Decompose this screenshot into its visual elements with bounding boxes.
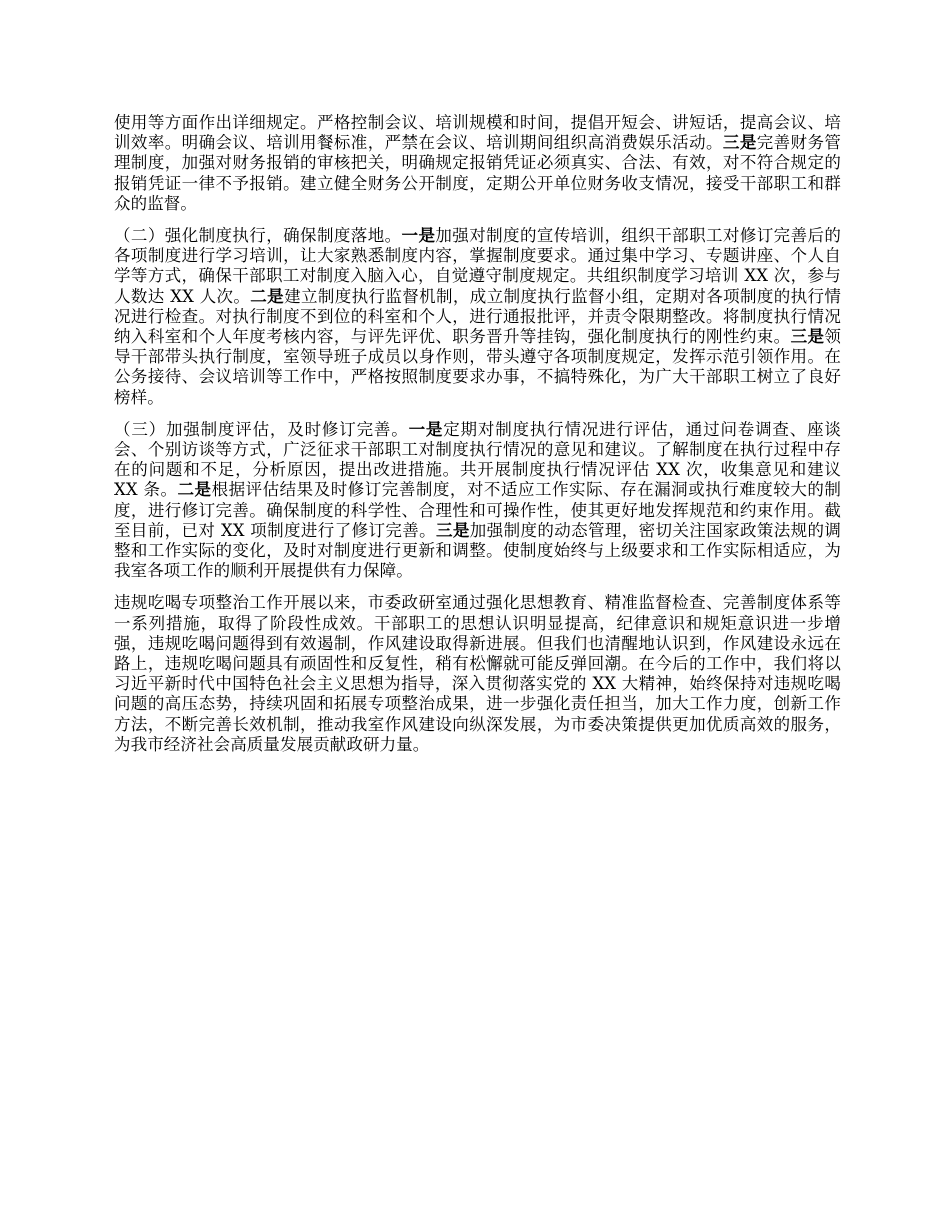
document-page — [114, 113, 841, 767]
bold-marker-san-shi: 三是 — [722, 133, 757, 153]
bold-marker-er-shi: 二是 — [177, 480, 212, 500]
bold-marker-san-shi: 三是 — [790, 327, 825, 347]
bold-marker-yi-shi: 一是 — [408, 419, 444, 439]
paragraph-section-2 — [114, 226, 841, 408]
text-segment: 建立制度执行监督机制，成立制度执行监督小组，定期对各项制度的执行情况进行检查。对执行制度不到位的科室和个人，进行通报批评，并责令限期整改。将制度执行情况纳入科室和个人年度考核内容，与评先评优、职务晋升等挂钩，强化制度执行的刚性约束。 — [114, 286, 842, 347]
bold-marker-yi-shi: 一是 — [401, 226, 436, 246]
text-segment: 使用等方面作出详细规定。严格控制会议、培训规模和时间，提倡开短会、讲短话，提高会议、培训效率。明确会议、培训用餐标准，严禁在会议、培训期间组织高消费娱乐活动。 — [114, 113, 841, 153]
text-segment: 违规吃喝专项整治工作开展以来，市委政研室通过强化思想教育、精准监督检查、完善制度体系等一系列措施，取得了阶段性成效。干部职工的思想认识明显提高，纪律意识和规矩意识进一步增强，违规吃喝问题得到有效遏制，作风建设取得新进展。但我们也清醒地认识到，作风建设永远在路上，违规吃喝问题具有顽固性和反复性，稍有松懈就可能反弹回潮。在今后的工作中，我们将以习近平新时代中国特色社会主义思想为指导，深入贯彻落实党的 XX 大精神，始终保持对违规吃喝问题的高压态势，持续巩固和拓展专项整治成果，进一步强化责任担当，加大工作力度，创新工作方法，不断完善长效机制，推动我室作风建设向纵深发展，为市委决策提供更加优质高效的服务，为我市经济社会高质量发展贡献政研力量。 — [114, 593, 841, 754]
text-segment: 根据评估结果及时修订完善制度，对不适应工作实际、存在漏洞或执行难度较大的制度，进行修订完善。确保制度的科学性、合理性和可操作性，使其更好地发挥规范和约束作用。截至目前，已对 XX 项制度进行了修订完善。 — [114, 480, 841, 540]
section-heading: （二）强化制度执行，确保制度落地。 — [114, 226, 402, 246]
paragraph-section-3 — [114, 420, 841, 582]
paragraph-finance-rules — [114, 113, 841, 214]
bold-marker-er-shi: 二是 — [250, 286, 285, 306]
section-heading: （三）加强制度评估，及时修订完善。 — [114, 419, 409, 439]
text-segment: 加强对制度的宣传培训，组织干部职工对修订完善后的各项制度进行学习培训，让大家熟悉制度内容，掌握制度要求。通过集中学习、专题讲座、个人自学等方式，确保干部职工对制度入脑入心，自觉遵守制度规定。共组织制度学习培训 XX 次，参与人数达 XX 人次。 — [114, 226, 841, 306]
text-segment: 定期对制度执行情况进行评估，通过问卷调查、座谈会、个别访谈等方式，广泛征求干部职工对制度执行情况的意见和建议。了解制度在执行过程中存在的问题和不足，分析原因，提出改进措施。共开展制度执行情况评估 XX 次，收集意见和建议 XX 条。 — [114, 419, 841, 500]
bold-marker-san-shi: 三是 — [436, 520, 470, 540]
paragraph-conclusion — [114, 593, 841, 755]
text-segment: 领导干部带头执行制度，室领导班子成员以身作则，带头遵守各项制度规定，发挥示范引领作用。在公务接待、会议培训等工作中，严格按照制度要求办事，不搞特殊化，为广大干部职工树立了良好榜样。 — [114, 327, 842, 407]
text-segment: 加强制度的动态管理，密切关注国家政策法规的调整和工作实际的变化，及时对制度进行更新和调整。使制度始终与上级要求和工作实际相适应，为我室各项工作的顺利开展提供有力保障。 — [114, 520, 841, 581]
text-segment: 完善财务管理制度，加强对财务报销的审核把关，明确规定报销凭证必须真实、合法、有效，对不符合规定的报销凭证一律不予报销。建立健全财务公开制度，定期公开单位财务收支情况，接受干部职工和群众的监督。 — [114, 133, 841, 213]
